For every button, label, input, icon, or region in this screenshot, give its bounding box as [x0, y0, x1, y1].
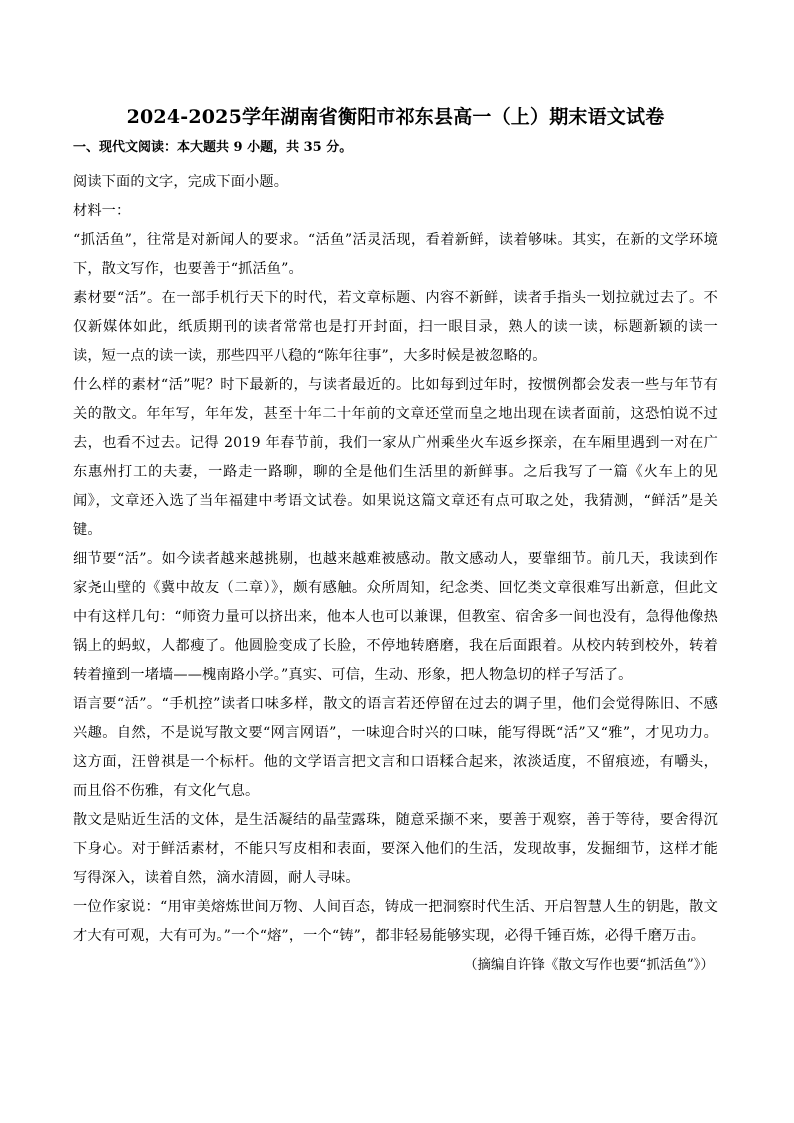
- article-paragraph: 一位作家说：“用审美熔炼世间万物、人间百态，铸成一把洞察时代生活、开启智慧人生的钥匙，散文才大有可观，大有可为。”一个“熔”，一个“铸”，都非轻易能够实现，必得千锤百炼，必得千磨万击。: [73, 899, 718, 944]
- article-paragraph: 素材要“活”。在一部手机行天下的时代，若文章标题、内容不新鲜，读者手指头一划拉就过去了。不仅新媒体如此，纸质期刊的读者常常也是打开封面，扫一眼目录，熟人的读一读，标题新颖的读一读，短一点的读一读，那些四平八稳的“陈年往事”，大多时候是被忽略的。: [73, 290, 718, 364]
- article-paragraph: 语言要“活”。“手机控”读者口味多样，散文的语言若还停留在过去的调子里，他们会觉得陈旧、不感兴趣。自然，不是说写散文要“网言网语”，一味迎合时兴的口味，能写得既“活”又“雅”，才见功力。这方面，汪曾祺是一个标杆。他的文学语言把文言和口语糅合起来，浓淡适度，不留痕迹，有嚼头，而且俗不伤雅，有文化气息。: [73, 696, 718, 799]
- article-paragraph: 细节要“活”。如今读者越来越挑剔，也越来越难被感动。散文感动人，要靠细节。前几天，我读到作家尧山壁的《冀中故友（二章）》，颇有感触。众所周知，纪念类、回忆类文章很难写出新意，但此文中有这样几句：“师资力量可以挤出来，他本人也可以兼课，但教室、宿舍多一间也没有，急得他像热锅上的蚂蚁，人都瘦了。他圆脸变成了长脸，不停地转磨磨，我在后面跟着。从校内转到校外，转着转着撞到一堵墙——槐南路小学。”真实、可信，生动、形象，把人物急切的样子写活了。: [73, 551, 718, 683]
- material-label: 材料一：: [73, 203, 131, 219]
- article-source: （摘编自许锋《散文写作也要“抓活鱼”》）: [463, 957, 714, 973]
- article-paragraph: 散文是贴近生活的文体，是生活凝结的晶莹露珠，随意采撷不来，要善于观察，善于等待，要舍得沉下身心。对于鲜活素材，不能只写皮相和表面，要深入他们的生活，发现故事，发掘细节，这样才能写得深入，读着自然，滴水清圆，耐人寻味。: [73, 812, 718, 886]
- article-body: [73, 226, 718, 951]
- article-paragraph: 什么样的素材“活”呢？时下最新的，与读者最近的。比如每到过年时，按惯例都会发表一些与年节有关的散文。年年写，年年发，甚至十年二十年前的文章还堂而皇之地出现在读者面前，这恐怕说不过去，也看不过去。记得 2019 年春节前，我们一家从广州乘坐火车返乡探亲，在车厢里遇到一对在广东惠州打工的夫妻，一路走一路聊，聊的全是他们生活里的新鲜事。之后我写了一篇《火车上的见闻》，文章还入选了当年福建中考语文试卷。如果说这篇文章还有点可取之处，我猜测，“鲜活”是关键。: [73, 377, 718, 538]
- article-paragraph: “抓活鱼”，往常是对新闻人的要求。“活鱼”活灵活现，看着新鲜，读着够味。其实，在新的文学环境下，散文写作，也要善于“抓活鱼”。: [73, 232, 718, 277]
- reading-instruction: 阅读下面的文字，完成下面小题。: [73, 174, 289, 190]
- section-heading: 一、现代文阅读：本大题共 9 小题，共 35 分。: [73, 140, 353, 155]
- document-title: 2024-2025学年湖南省衡阳市祁东县高一（上）期末语文试卷: [126, 106, 665, 128]
